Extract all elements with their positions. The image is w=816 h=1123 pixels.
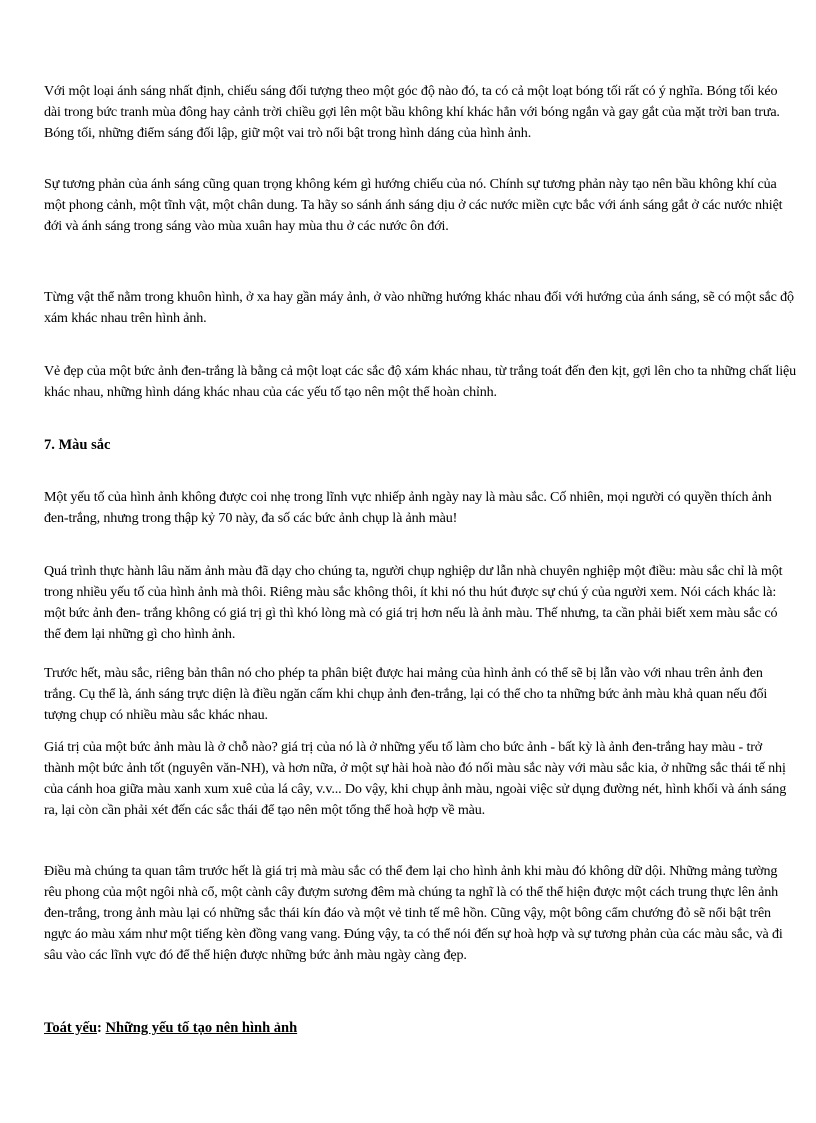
- section-heading-color: 7. Màu sắc: [44, 437, 111, 453]
- paragraph-black-white-beauty: Vẻ đẹp của một bức ảnh đen-trắng là bằng cả một loạt các sắc độ xám khác nhau, từ trắng toát đến đen kịt, gợi lên cho ta những chất liệu khác nhau, những hình dáng khác nhau của các yếu tố tạo nên một thể hoàn chỉnh.: [44, 363, 796, 400]
- summary-text: Những yếu tố tạo nên hình ảnh: [105, 1020, 298, 1036]
- paragraph-color-distinguish: Trước hết, màu sắc, riêng bản thân nó cho phép ta phân biệt được hai mảng của hình ảnh có thể sẽ bị lẫn vào với nhau trên ảnh đen trắng. Cụ thể là, ánh sáng trực diện là điều ngăn cấm khi chụp ảnh đen-trắng, lại có thể cho ta những bức ảnh màu khả quan nếu đối tượng chụp có nhiều màu sắc khác nhau.: [44, 665, 768, 723]
- paragraph-contrast: Sự tương phản của ánh sáng cũng quan trọng không kém gì hướng chiếu của nó. Chính sự tương phản này tạo nên bầu không khí của một phong cảnh, một tĩnh vật, một chân dung. Ta hãy so sánh ánh sáng dịu ở các nước miền cực bắc với ánh sáng gắt ở các nước nhiệt đới và ánh sáng trong sáng vào mùa xuân hay mùa thu ở các nước ôn đới.: [44, 176, 783, 234]
- paragraph-color-practice: Quá trình thực hành lâu năm ảnh màu đã dạy cho chúng ta, người chụp nghiệp dư lẫn nhà chuyên nghiệp một điều: màu sắc chỉ là một trong nhiều yếu tố của hình ảnh mà thôi. Riêng màu sắc không thôi, ít khi nó thu hút được sự chú ý của người xem. Nói cách khác là: một bức ảnh đen- trắng không có giá trị gì thì khó lòng mà có giá trị hơn nếu là ảnh màu. Thế nhưng, ta cần phải biết xem màu sắc có thể đem lại những gì cho hình ảnh.: [44, 563, 783, 642]
- paragraph-gray-tones: Từng vật thể nằm trong khuôn hình, ở xa hay gần máy ảnh, ở vào những hướng khác nhau đối với hướng của ánh sáng, sẽ có một sắc độ xám khác nhau trên hình ảnh.: [44, 289, 794, 326]
- paragraph-color-value: Giá trị của một bức ảnh màu là ở chỗ nào? giá trị của nó là ở những yếu tố làm cho bức ảnh - bất kỳ là ảnh đen-trắng hay màu - trở thành một bức ảnh tốt (nguyên văn-NH), và hơn nữa, ở một sự hài hoà nào đó nối màu sắc này với màu sắc kia, ở những sắc thái tế nhị của cánh hoa giữa màu xanh xum xuê của lá cây, v.v... Do vậy, khi chụp ảnh màu, ngoài việc sử dụng đường nét, hình khối và ánh sáng ra, lại còn cần phải xét đến các sắc thái để tạo nên một tổng thể hoà hợp về màu.: [44, 739, 787, 818]
- paragraph-color-harmony: Điều mà chúng ta quan tâm trước hết là giá trị mà màu sắc có thể đem lại cho hình ảnh khi màu đó không dữ dội. Những mảng tường rêu phong của một ngôi nhà cổ, một cành cây đượm sương đêm mà chúng ta nghĩ là có thể thể hiện được một cách trung thực lên ảnh đen-trắng, trong ảnh màu lại có những sắc thái kín đáo và một vẻ tinh tế mê hồn. Cũng vậy, một bông cẩm chướng đỏ sẽ nổi bật trên ngực áo màu xám như một tiếng kèn đồng vang vang. Đúng vậy, ta có thể nói đến sự hoà hợp và sự tương phản của các màu sắc, và đi sâu vào các lĩnh vực đó để thể hiện được những bức ảnh màu ngày càng đẹp.: [44, 863, 783, 963]
- summary-line: [44, 1018, 297, 1039]
- summary-separator: :: [97, 1020, 102, 1036]
- paragraph-color-intro: Một yếu tố của hình ảnh không được coi nhẹ trong lĩnh vực nhiếp ảnh ngày nay là màu sắc. Cố nhiên, mọi người có quyền thích ảnh đen-trắng, nhưng trong thập kỷ 70 này, đa số các bức ảnh chụp là ảnh màu!: [44, 489, 772, 526]
- paragraph-shadows: Với một loại ánh sáng nhất định, chiếu sáng đối tượng theo một góc độ nào đó, ta có cả một loạt bóng tối rất có ý nghĩa. Bóng tối kéo dài trong bức tranh mùa đông hay cảnh trời chiều gợi lên một bầu không khí khác hẳn với bóng ngắn và gay gắt của mặt trời ban trưa. Bóng tối, những điểm sáng đối lập, giữ một vai trò nổi bật trong hình dáng của hình ảnh.: [44, 83, 780, 141]
- summary-label: Toát yếu: [44, 1020, 98, 1036]
